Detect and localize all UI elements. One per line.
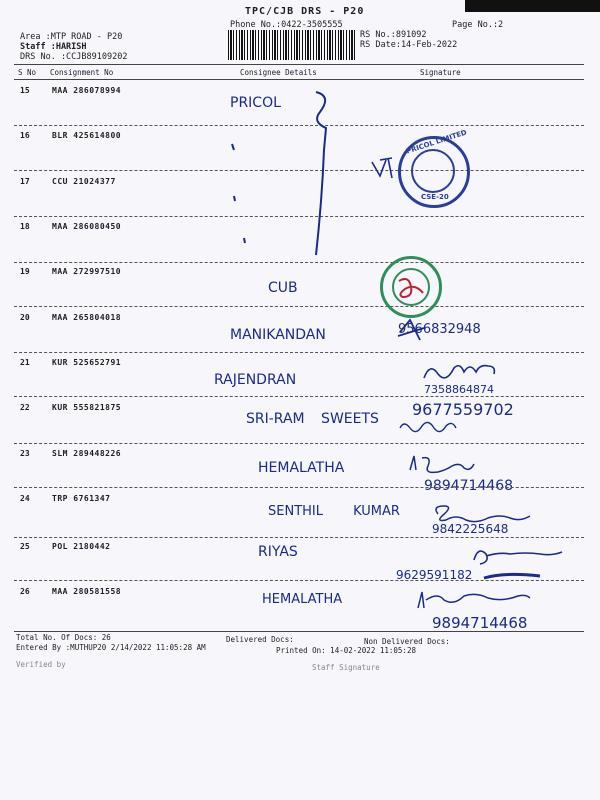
consignee-name: HEMALATHA bbox=[258, 460, 345, 476]
staff-label: Staff :HARISH bbox=[20, 42, 87, 52]
non-delivered-docs: Non Delivered Docs: bbox=[364, 637, 450, 646]
delivered-docs: Delivered Docs: bbox=[226, 635, 294, 644]
document-title: TPC/CJB DRS - P20 bbox=[245, 6, 365, 17]
row-sno: 19 bbox=[20, 267, 30, 276]
stamp-text: PRICOL LIMITED bbox=[405, 128, 468, 156]
page-number: Page No.:2 bbox=[452, 20, 504, 30]
total-docs: Total No. Of Docs: 26 bbox=[16, 633, 111, 642]
consignee-name: RIYAS bbox=[258, 544, 298, 560]
rs-date: RS Date:14-Feb-2022 bbox=[360, 40, 458, 50]
consignee-name: SENTHIL KUMAR bbox=[268, 504, 400, 519]
row-consignment: BLR 425614800 bbox=[52, 131, 122, 140]
signature-phone: 9566832948 bbox=[398, 322, 481, 337]
signature-phone: 9677559702 bbox=[412, 400, 514, 419]
row-consignment: KUR 555821875 bbox=[52, 403, 122, 412]
signature-scribble bbox=[436, 506, 530, 522]
row-sno: 16 bbox=[20, 131, 30, 140]
footer-divider bbox=[14, 631, 584, 632]
area-label: Area :MTP ROAD - P20 bbox=[20, 32, 123, 42]
row-sno: 26 bbox=[20, 587, 30, 596]
row-consignment: MAA 280581558 bbox=[52, 587, 122, 596]
row-consignment: CCU 21024377 bbox=[52, 177, 116, 186]
consignee-name: CUB bbox=[268, 280, 298, 296]
signature-scribble bbox=[410, 456, 474, 472]
verified-by: Verified by bbox=[16, 660, 66, 669]
consignee-name: SRI-RAM SWEETS bbox=[246, 411, 379, 427]
row-consignment: MAA 286080450 bbox=[52, 222, 122, 231]
stamp-inner-ring bbox=[411, 149, 455, 193]
row-consignment: POL 2180442 bbox=[52, 542, 111, 551]
row-sno: 15 bbox=[20, 86, 30, 95]
consignee-name: HEMALATHA bbox=[262, 592, 343, 607]
col-signature: Signature bbox=[420, 68, 461, 77]
row-sno: 18 bbox=[20, 222, 30, 231]
signature-phone: 9842225648 bbox=[432, 522, 509, 536]
row-sno: 20 bbox=[20, 313, 30, 322]
signature-scribble bbox=[474, 551, 562, 564]
tick-marks bbox=[232, 144, 245, 243]
row-consignment: MAA 265804018 bbox=[52, 313, 122, 322]
signature-phone: 7358864874 bbox=[424, 383, 494, 396]
row-consignment: KUR 525652791 bbox=[52, 358, 122, 367]
row-sno: 17 bbox=[20, 177, 30, 186]
signature-scribble bbox=[424, 366, 494, 378]
bank-stamp bbox=[380, 256, 442, 318]
row-sno: 22 bbox=[20, 403, 30, 412]
consignee-name: PRICOL bbox=[230, 95, 281, 111]
drs-number: DRS No. :CCJB89109202 bbox=[20, 52, 128, 62]
signature-scribble bbox=[398, 320, 424, 340]
company-stamp bbox=[398, 128, 470, 208]
row-consignment: MAA 272997510 bbox=[52, 267, 122, 276]
phone-number: Phone No.:0422-3505555 bbox=[230, 20, 343, 30]
col-sno: S No bbox=[18, 68, 37, 77]
signature-phone: 9629591182 bbox=[396, 568, 473, 582]
staff-signature: Staff Signature bbox=[312, 663, 380, 672]
strike-mark bbox=[484, 574, 540, 578]
row-sno: 24 bbox=[20, 494, 30, 503]
signature-scribble bbox=[400, 422, 456, 431]
row-consignment: SLM 289448226 bbox=[52, 449, 122, 458]
stamp-subtext: CSE-20 bbox=[421, 193, 449, 201]
row-consignment: MAA 286078994 bbox=[52, 86, 122, 95]
row-sno: 25 bbox=[20, 542, 30, 551]
rs-number: RS No.:891092 bbox=[360, 30, 427, 40]
row-sno: 21 bbox=[20, 358, 30, 367]
entered-by: Entered By :MUTHUP20 2/14/2022 11:05:28 AM bbox=[16, 643, 206, 652]
row-consignment: TRP 6761347 bbox=[52, 494, 111, 503]
consignee-name: RAJENDRAN bbox=[214, 372, 297, 388]
vt-initials bbox=[372, 158, 392, 178]
signature-phone: 9894714468 bbox=[432, 614, 528, 632]
col-consignment: Consignment No bbox=[50, 68, 114, 77]
consignee-name: MANIKANDAN bbox=[230, 327, 326, 343]
signature-scribble bbox=[418, 592, 530, 608]
stamp-signature-mark bbox=[393, 271, 429, 307]
signature-phone: 9894714468 bbox=[424, 478, 514, 494]
printed-on: Printed On: 14-02-2022 11:05:28 bbox=[276, 646, 416, 655]
bracket-mark bbox=[316, 92, 326, 255]
row-sno: 23 bbox=[20, 449, 30, 458]
col-consignee: Consignee Details bbox=[240, 68, 317, 77]
